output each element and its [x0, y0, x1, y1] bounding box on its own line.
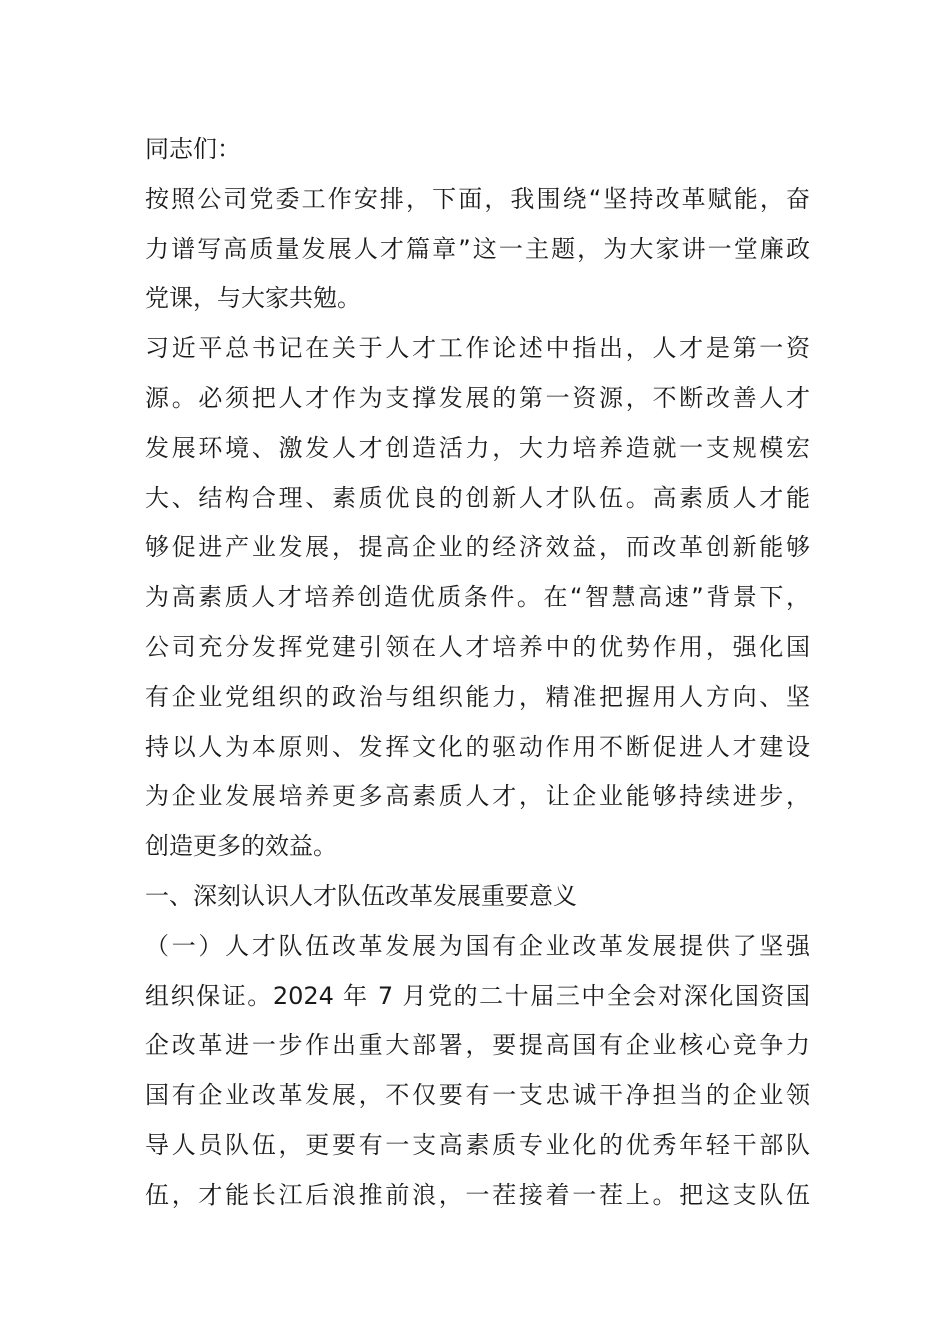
document-line: 同志们： — [145, 135, 241, 163]
document-line: 源。必须把人才作为支撑发展的第一资源，不断改善人才 — [145, 383, 810, 412]
document-line: 持以人为本原则、发挥文化的驱动作用不断促进人才建设 — [145, 732, 810, 761]
document-line: 为高素质人才培养创造优质条件。在“智慧高速”背景下， — [145, 583, 810, 612]
document-line: 有企业党组织的政治与组织能力，精准把握用人方向、坚 — [145, 682, 810, 711]
document-line: 发展环境、激发人才创造活力，大力培养造就一支规模宏 — [145, 433, 810, 462]
document-line: 导人员队伍，更要有一支高素质专业化的优秀年轻干部队 — [145, 1130, 810, 1159]
document-line: 按照公司党委工作安排，下面，我围绕“坚持改革赋能，奋 — [145, 184, 810, 213]
document-line: 企改革进一步作出重大部署，要提高国有企业核心竞争力 — [145, 1031, 810, 1060]
document-line: 党课，与大家共勉。 — [145, 284, 361, 313]
document-line: 公司充分发挥党建引领在人才培养中的优势作用，强化国 — [145, 632, 810, 661]
document-body — [145, 125, 810, 1221]
document-line: 创造更多的效益。 — [145, 832, 337, 861]
document-line: 伍，才能长江后浪推前浪，一茬接着一茬上。把这支队伍 — [145, 1180, 810, 1209]
document-line: 习近平总书记在关于人才工作论述中指出，人才是第一资 — [145, 334, 810, 363]
document-line: 一、深刻认识人才队伍改革发展重要意义 — [145, 881, 577, 910]
document-line: 够促进产业发展，提高企业的经济效益，而改革创新能够 — [145, 533, 810, 562]
document-line: 国有企业改革发展，不仅要有一支忠诚干净担当的企业领 — [145, 1081, 810, 1110]
document-line: 组织保证。2024 年 7 月党的二十届三中全会对深化国资国 — [145, 981, 810, 1010]
document-line: （一）人才队伍改革发展为国有企业改革发展提供了坚强 — [145, 931, 810, 960]
document-line: 力谱写高质量发展人才篇章”这一主题，为大家讲一堂廉政 — [145, 234, 810, 263]
document-line: 大、结构合理、素质优良的创新人才队伍。高素质人才能 — [145, 483, 810, 512]
document-line: 为企业发展培养更多高素质人才，让企业能够持续进步， — [145, 782, 810, 811]
